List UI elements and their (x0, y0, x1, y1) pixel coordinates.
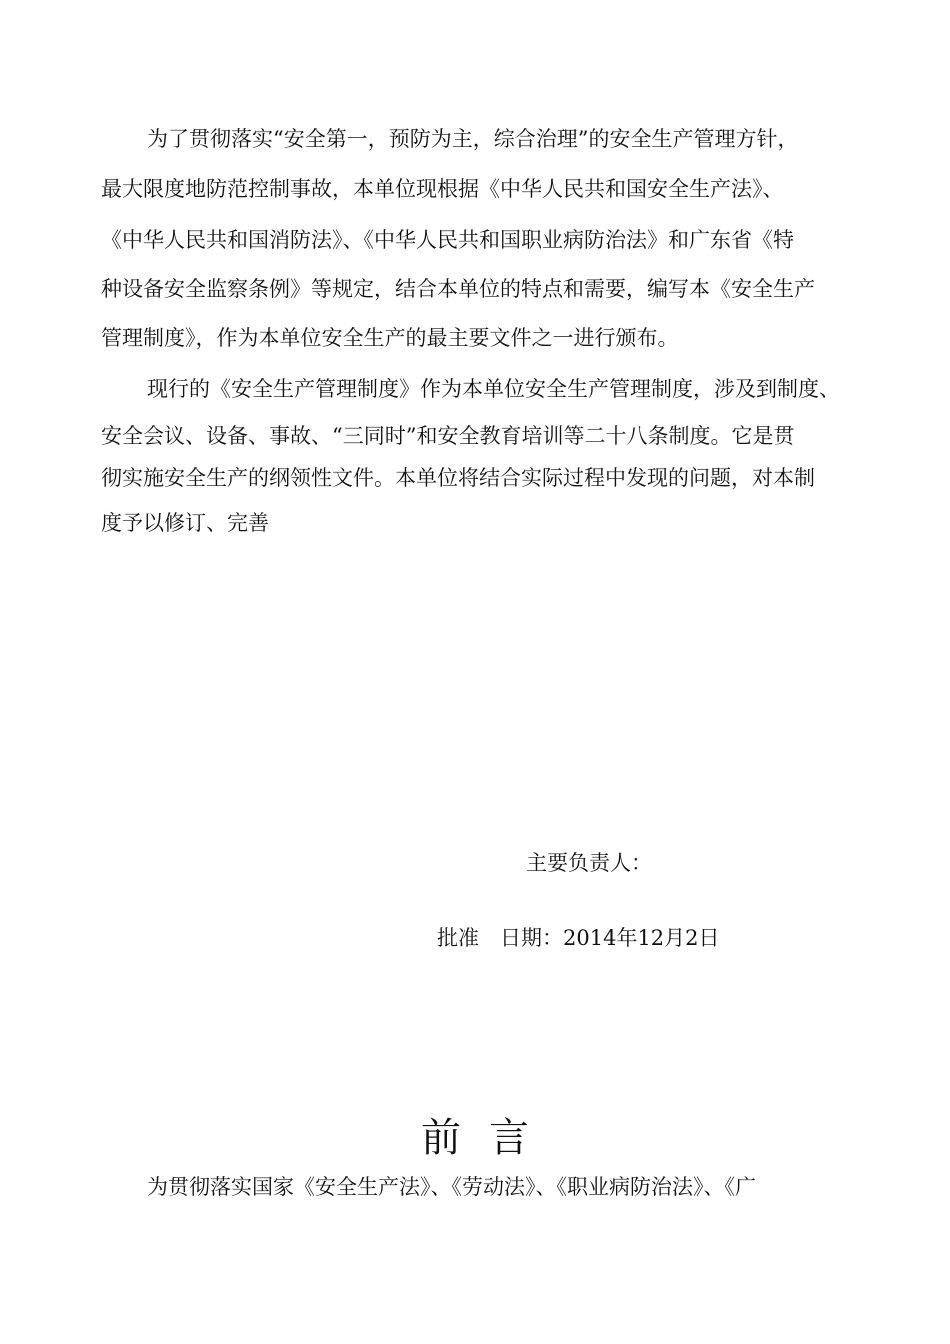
paragraph-2-line-1: 现行的《安全生产管理制度》作为本单位安全生产管理制度，涉及到制度、 (147, 377, 840, 401)
paragraph-1-line-4: 种设备安全监察条例》等规定，结合本单位的特点和需要，编写本《安全生产 (101, 277, 815, 301)
paragraph-1-line-2: 最大限度地防范控制事故，本单位现根据《中华人民共和国安全生产法》、 (101, 177, 784, 201)
paragraph-1-line-5: 管理制度》，作为本单位安全生产的最主要文件之一进行颁布。 (101, 326, 679, 350)
paragraph-2-line-3: 彻实施安全生产的纲领性文件。本单位将结合实际过程中发现的问题，对本制 (101, 466, 815, 490)
preface-line-1: 为贯彻落实国家《安全生产法》、《劳动法》、《职业病防治法》、《广 (147, 1175, 756, 1199)
preface-title: 前言 (421, 1115, 557, 1161)
paragraph-1-line-3: 《中华人民共和国消防法》、《中华人民共和国职业病防治法》和广东省《特 (101, 228, 794, 252)
paragraph-1-line-1: 为了贯彻落实“安全第一，预防为主，综合治理”的安全生产管理方针， (147, 127, 799, 151)
paragraph-2-line-4: 度予以修订、完善 (101, 511, 269, 535)
responsible-person-label: 主要负责人： (526, 851, 652, 875)
approval-date-line: 批准 日期：2014年12月2日 (437, 926, 720, 950)
paragraph-2-line-2: 安全会议、设备、事故、“三同时”和安全教育培训等二十八条制度。它是贯 (101, 424, 795, 448)
